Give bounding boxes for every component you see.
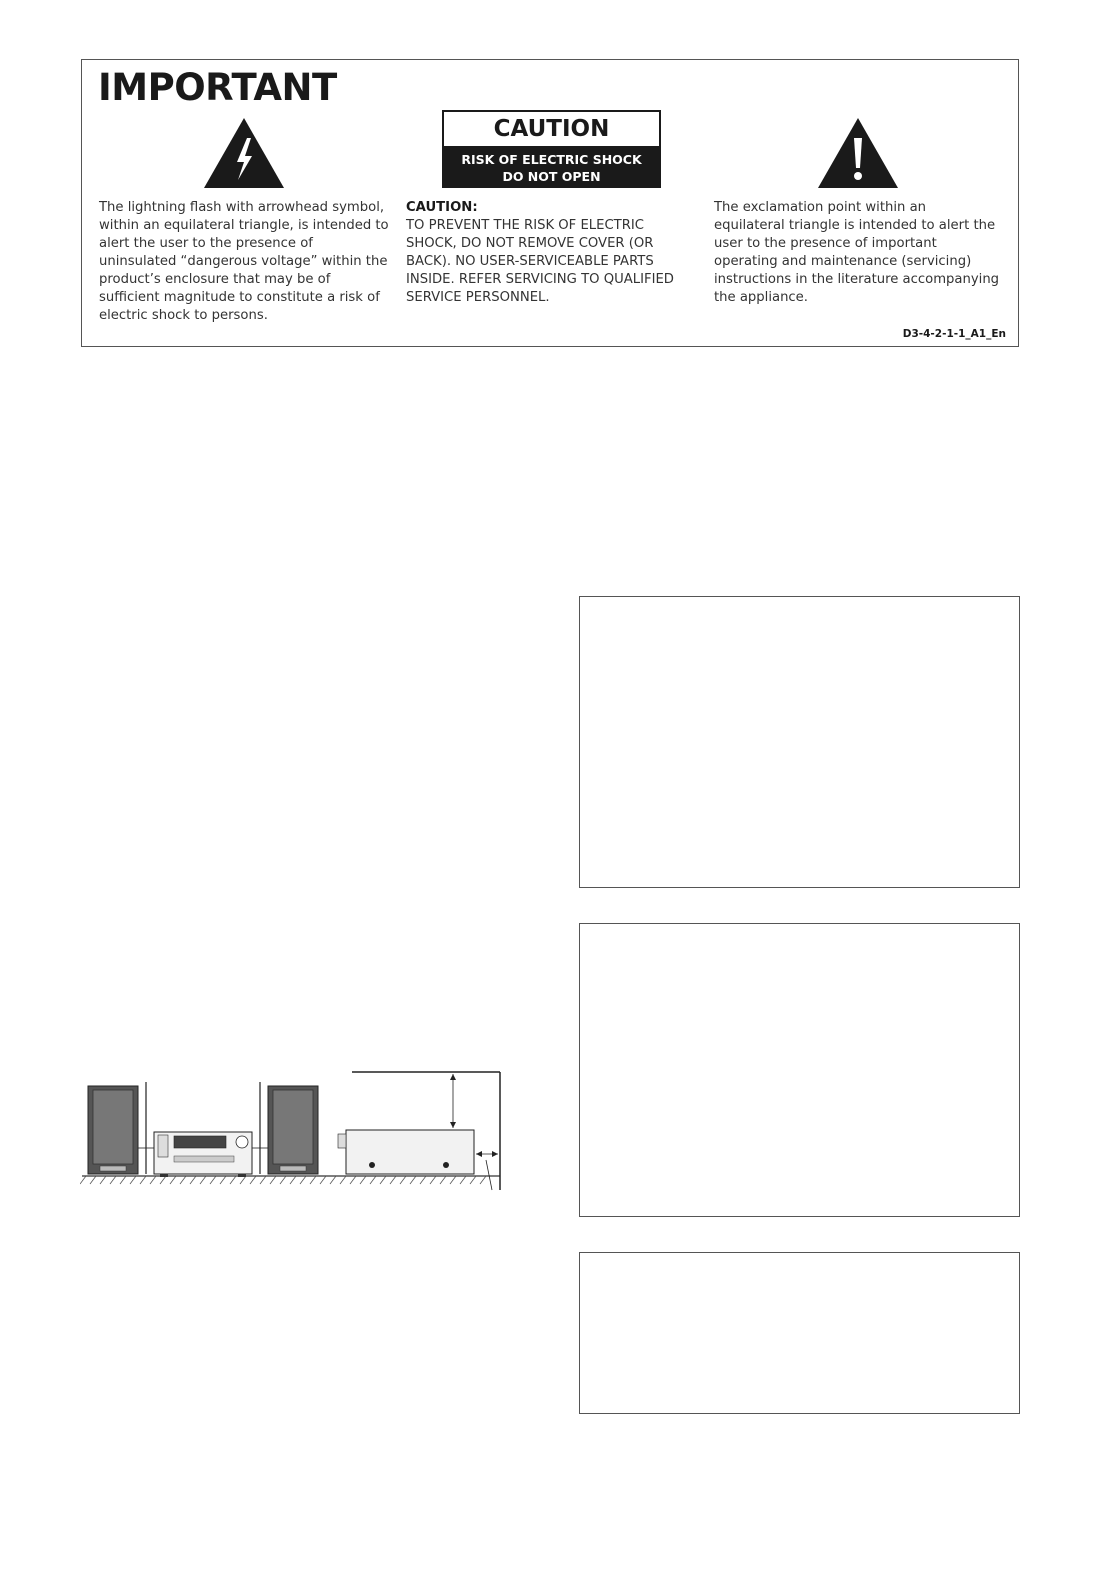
document-code: D3-4-2-1-1_A1_En	[902, 328, 1006, 340]
ventilation-clearance-illustration	[80, 1068, 510, 1193]
notice-box-1	[579, 596, 1020, 888]
lightning-explanation: The lightning flash with arrowhead symbol, within an equilateral triangle, is intended to alert the user to the presence of uninsulated “dangerous voltage” within the product’s enclosure that may be of sufficient magnitude to constitute a risk of electric shock to persons.	[99, 200, 389, 323]
notice-box-3	[579, 1252, 1020, 1414]
caution-text: TO PREVENT THE RISK OF ELECTRIC SHOCK, DO NOT REMOVE COVER (OR BACK). NO USER-SERVICEABLE PARTS INSIDE. REFER SERVICING TO QUALIFIED SERVICE PERSONNEL.	[406, 218, 674, 305]
lightning-warning-icon	[204, 118, 284, 188]
caution-label-line1: RISK OF ELECTRIC SHOCK	[461, 152, 642, 167]
caution-label	[442, 110, 661, 188]
important-heading: IMPORTANT	[98, 66, 337, 109]
caution-label-line2: DO NOT OPEN	[502, 169, 601, 184]
important-notice-box	[81, 59, 1019, 347]
notice-box-2	[579, 923, 1020, 1217]
exclamation-warning-icon	[818, 118, 898, 188]
caution-label-warning	[444, 148, 659, 186]
caution-label-title: CAUTION	[444, 112, 659, 148]
caution-explanation	[406, 199, 688, 307]
caution-heading: CAUTION:	[406, 200, 478, 215]
exclamation-explanation: The exclamation point within an equilateral triangle is intended to alert the user to the presence of important operating and maintenance (servicing) instructions in the literature accompanying the appliance.	[714, 200, 1000, 305]
